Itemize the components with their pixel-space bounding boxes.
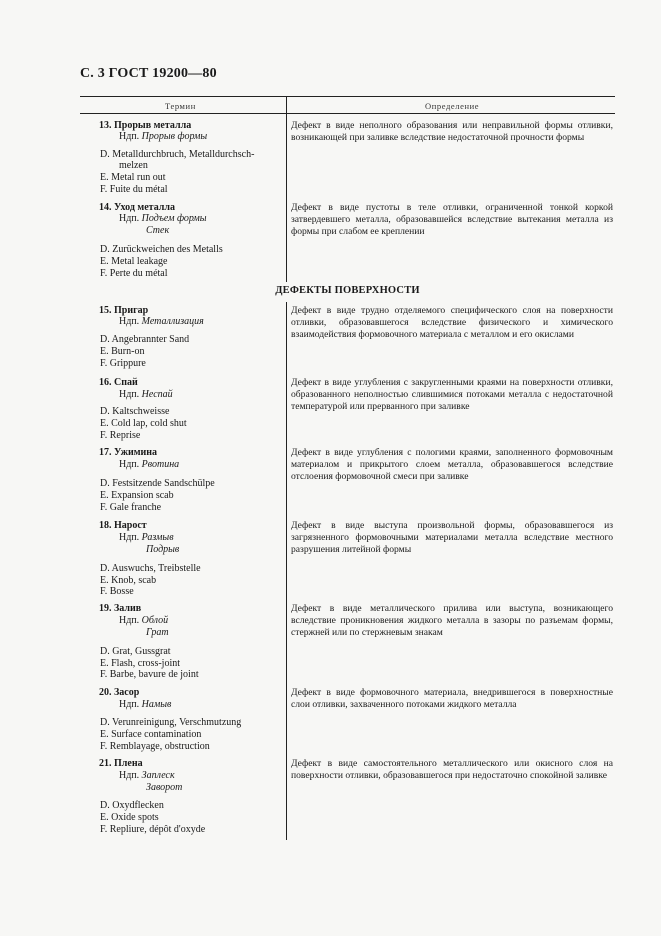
term-en: E. Cold lap, cold shut xyxy=(100,418,187,429)
term-de: D. Oxydflecken xyxy=(100,800,164,811)
ndp-label: Ндп. xyxy=(119,532,140,543)
entry-number: 21. xyxy=(99,758,112,769)
ndp-label: Ндп. xyxy=(119,615,140,626)
term-fr: F. Grippure xyxy=(100,358,146,369)
definition-text: Дефект в виде трудно отделяемого специфического слоя на поверхности отливки, образовавшегося вследствие физического и химического взаимодействия формовочного материала с металлом и его окислами xyxy=(291,305,613,340)
term-en: E. Metal leakage xyxy=(100,256,168,267)
table-header-rule xyxy=(80,113,615,114)
term-title: Прорыв металла xyxy=(114,120,192,131)
ndp-label: Ндп. xyxy=(119,770,140,781)
definition-text: Дефект в виде неполного образования или неправильной формы отливки, возникающей при заливке вследствие недостаточной прочности формы xyxy=(291,120,613,143)
entry-number: 13. xyxy=(99,120,112,131)
ndp-term: Размыв xyxy=(141,532,174,543)
term-title: Уход металла xyxy=(114,202,176,213)
ndp-label: Ндп. xyxy=(119,699,140,710)
term-de: D. Auswuchs, Treibstelle xyxy=(100,563,201,574)
column-divider-top xyxy=(286,96,287,282)
ndp-term: Облой xyxy=(141,615,169,626)
term-fr: F. Reprise xyxy=(100,430,141,441)
term-en: E. Surface contamination xyxy=(100,729,202,740)
term-de: D. Angebrannter Sand xyxy=(100,334,190,345)
entry-number: 17. xyxy=(99,447,112,458)
ndp-term: Намыв xyxy=(141,699,172,710)
term-fr: F. Perte du métal xyxy=(100,268,168,279)
ndp-term: Металлизация xyxy=(141,316,204,327)
ndp-term-2: Стек xyxy=(146,225,170,236)
ndp-term: Рвотина xyxy=(141,459,180,470)
entry-number: 18. xyxy=(99,520,112,531)
term-de: D. Kaltschweisse xyxy=(100,406,170,417)
term-en: E. Metal run out xyxy=(100,172,166,183)
table-top-rule xyxy=(80,96,615,97)
column-header-definition: Определение xyxy=(425,101,480,111)
entry-number: 14. xyxy=(99,202,112,213)
term-de: D. Festsitzende Sandschülpe xyxy=(100,478,215,489)
term-de-cont: melzen xyxy=(119,160,148,171)
ndp-term-2: Заворот xyxy=(146,782,183,793)
term-de: D. Grat, Gussgrat xyxy=(100,646,171,657)
term-en: E. Flash, cross-joint xyxy=(100,658,180,669)
term-title: Ужимина xyxy=(114,447,158,458)
definition-text: Дефект в виде пустоты в теле отливки, ограниченной тонкой коркой затвердевшего металла, образовавшейся вследствие вытекания металла из формы при слабом ее креплении xyxy=(291,202,613,237)
ndp-label: Ндп. xyxy=(119,459,140,470)
entry-number: 19. xyxy=(99,603,112,614)
term-title: Пригар xyxy=(114,305,149,316)
term-fr: F. Remblayage, obstruction xyxy=(100,741,210,752)
ndp-term: Неспай xyxy=(141,389,173,400)
ndp-label: Ндп. xyxy=(119,316,140,327)
term-de: D. Metalldurchbruch, Metalldurchsch- xyxy=(100,149,255,160)
term-title: Залив xyxy=(114,603,142,614)
definition-text: Дефект в виде углубления с закругленными краями на поверхности отливки, образованного неполностью слившимися потоками металла с недостаточной температурой или прерванного при заливке xyxy=(291,377,613,412)
page-header: С. 3 ГОСТ 19200—80 xyxy=(80,66,217,81)
ndp-term: Подъем формы xyxy=(141,213,207,224)
column-divider-bottom xyxy=(286,302,287,840)
term-en: E. Burn-on xyxy=(100,346,145,357)
definition-text: Дефект в виде металлического прилива или выступа, возникающего вследствие проникновения жидкого металла в зазоры по разъемам формы, стержней или по стержневым знакам xyxy=(291,603,613,638)
term-title: Спай xyxy=(114,377,138,388)
term-en: E. Oxide spots xyxy=(100,812,159,823)
entry-number: 20. xyxy=(99,687,112,698)
ndp-term-2: Подрыв xyxy=(146,544,180,555)
definition-text: Дефект в виде формовочного материала, внедрившегося в поверхностные слои отливки, захваченного потоками жидкого металла xyxy=(291,687,613,710)
definition-text: Дефект в виде углубления с пологими краями, заполненного формовочным материалом и прикрытого слоем металла, образовавшегося вследствие отслоения формовочной смеси при заливке xyxy=(291,447,613,482)
entry-number: 15. xyxy=(99,305,112,316)
ndp-label: Ндп. xyxy=(119,213,140,224)
term-title: Плена xyxy=(114,758,143,769)
definition-text: Дефект в виде самостоятельного металлического или окисного слоя на поверхности отливки, образовавшегося при недостаточно спокойной заливке xyxy=(291,758,613,781)
term-fr: F. Bosse xyxy=(100,586,134,597)
ndp-term: Прорыв формы xyxy=(141,131,208,142)
term-en: E. Knob, scab xyxy=(100,575,157,586)
term-fr: F. Repliure, dépôt d'oxyde xyxy=(100,824,206,835)
term-fr: F. Fuite du métal xyxy=(100,184,168,195)
term-de: D. Zurückweichen des Metalls xyxy=(100,244,223,255)
ndp-label: Ндп. xyxy=(119,389,140,400)
column-header-term: Термин xyxy=(165,101,196,111)
entry-number: 16. xyxy=(99,377,112,388)
section-title: ДЕФЕКТЫ ПОВЕРХНОСТИ xyxy=(275,285,420,296)
term-title: Засор xyxy=(114,687,140,698)
ndp-term-2: Грат xyxy=(146,627,169,638)
term-fr: F. Barbe, bavure de joint xyxy=(100,669,199,680)
term-de: D. Verunreinigung, Verschmutzung xyxy=(100,717,242,728)
term-en: E. Expansion scab xyxy=(100,490,174,501)
term-title: Нарост xyxy=(114,520,147,531)
ndp-term: Заплеск xyxy=(141,770,175,781)
term-fr: F. Gale franche xyxy=(100,502,162,513)
ndp-label: Ндп. xyxy=(119,131,140,142)
definition-text: Дефект в виде выступа произвольной формы, образовавшегося из загрязненного формовочными материалами металла вследствие местного разрушения литейной формы xyxy=(291,520,613,555)
